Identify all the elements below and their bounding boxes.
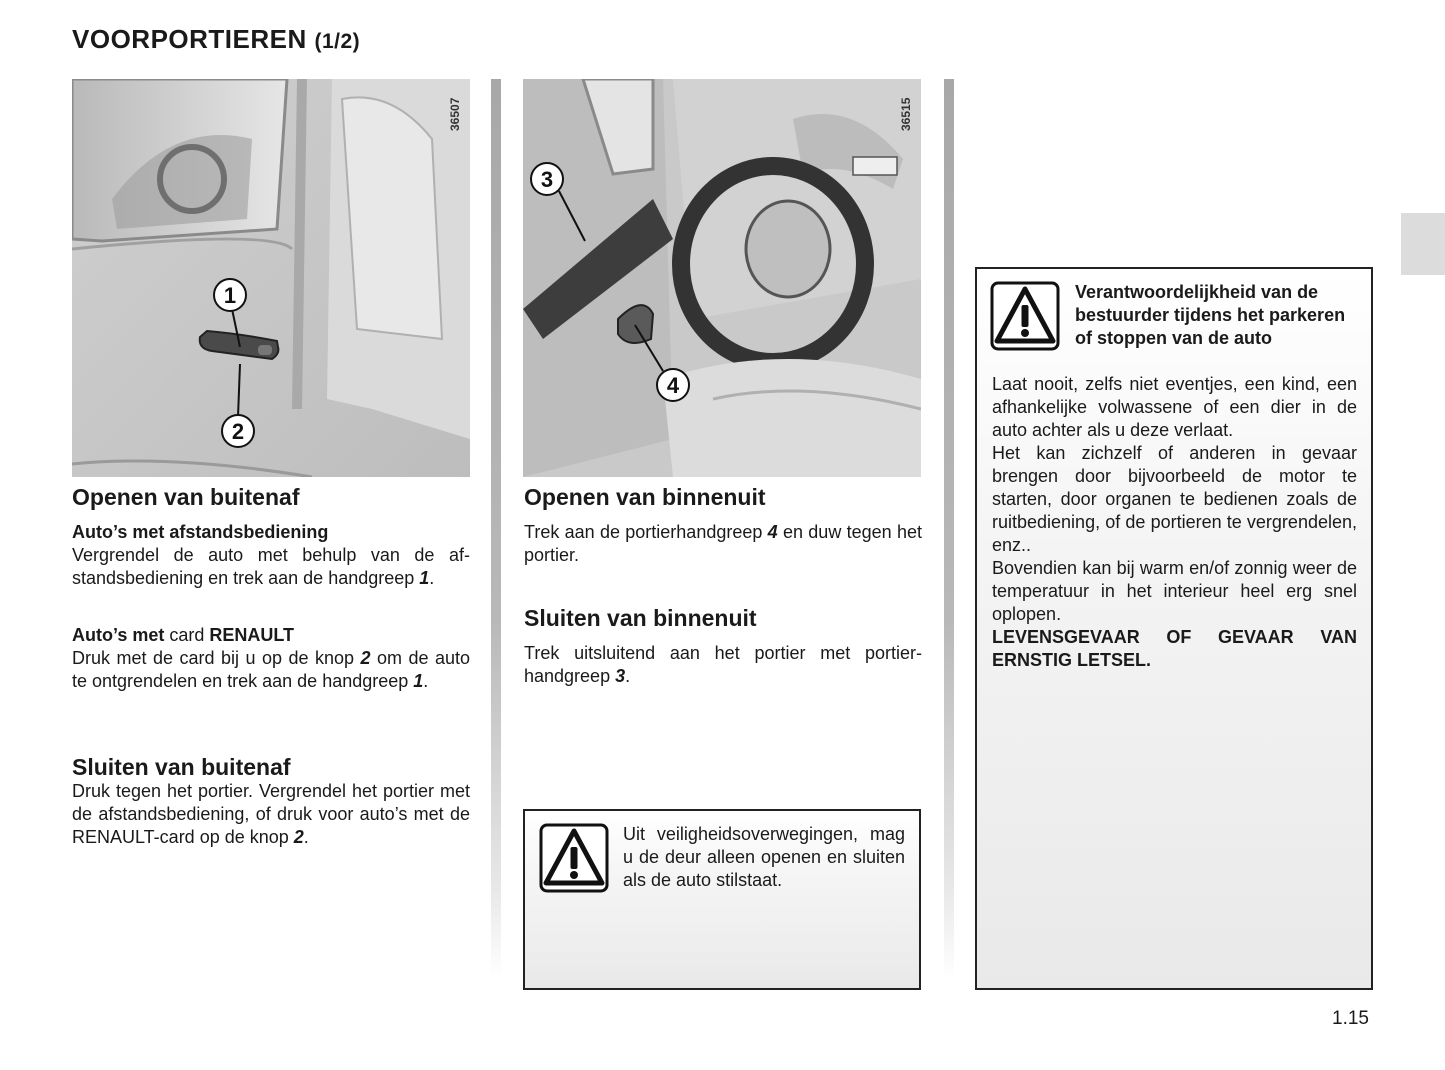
warning-paragraph-2: Het kan zichzelf of anderen in gevaar brengen door bijvoorbeeld de motor te starten, door organen te bedienen zoals de ruitbediening, of de portieren te vergrendelen, enz.. [992, 443, 1357, 555]
warning-box-responsibility [975, 267, 1373, 990]
section-close-inside [524, 642, 922, 688]
warning-text-safety: Uit veiligheidsoverwegingen, mag u de deur alleen openen en sluiten als de auto stilstaat. [623, 824, 905, 890]
heading-close-outside: Sluiten van buitenaf [72, 754, 291, 780]
text-remote: Vergrendel de auto met behulp van de afstandsbediening en trek aan de handgreep 1. [72, 545, 470, 588]
page-title-part: (1/2) [314, 30, 361, 53]
warning-icon [539, 823, 609, 893]
door-outside-illustration [72, 79, 470, 477]
section-card [72, 624, 470, 693]
section-open-inside [524, 521, 922, 567]
text-card: Druk met de card bij u op de knop 2 om de auto te ontgrendelen en trek aan de handgreep 1. [72, 648, 471, 691]
callout-2: 2 [231, 419, 245, 444]
figure-code: 36515 [899, 97, 913, 131]
heading-close-inside: Sluiten van binnenuit [524, 605, 757, 631]
callout-1: 1 [223, 283, 237, 308]
heading-open-outside: Openen van buitenaf [72, 484, 300, 510]
door-inside-illustration [523, 79, 921, 477]
subheading-card: Auto’s met card RENAULT [72, 625, 295, 645]
figure-door-outside [72, 79, 470, 477]
text-open-inside: Trek aan de portierhandgreep 4 en duw tegen het portier. [524, 522, 922, 565]
page-number: 1.15 [1332, 1008, 1369, 1029]
warning-box-safety [523, 809, 921, 990]
warning-paragraph-3: Bovendien kan bij warm en/of zonnig weer de temperatuur in het interieur heel erg snel oplopen. [992, 558, 1357, 624]
callout-3: 3 [540, 167, 554, 192]
page-title-text: VOORPORTIEREN [72, 24, 307, 54]
text-close-inside: Trek uitsluitend aan het portier met portierhandgreep 3. [524, 643, 922, 686]
warning-paragraph-1: Laat nooit, zelfs niet eventjes, een kind, een afhankelijke volwassene of een dier in de auto achter als u deze verlaat. [992, 374, 1357, 440]
warning-title-responsibility: Verantwoordelijkheid van de bestuurder tijdens het parkeren of stoppen van de auto [1075, 282, 1346, 348]
figure-code: 36507 [448, 97, 462, 131]
warning-danger-text: LEVENSGEVAAR OF GEVAAR VAN ERNSTIG LETSEL. [992, 627, 1357, 670]
heading-open-inside: Openen van binnenuit [524, 484, 766, 510]
warning-body-responsibility [992, 373, 1357, 672]
subheading-remote: Auto’s met afstandsbediening [72, 522, 329, 542]
figure-door-inside [523, 79, 921, 477]
column-divider-2 [944, 79, 954, 979]
callout-4: 4 [666, 373, 680, 398]
page-title [72, 24, 360, 55]
warning-icon [990, 281, 1060, 351]
section-remote [72, 521, 470, 590]
section-tab [1401, 213, 1445, 275]
column-divider-1 [491, 79, 501, 979]
section-close-outside [72, 780, 470, 849]
text-close-outside: Druk tegen het portier. Vergrendel het portier met de afstandsbediening, of druk voor auto’s met de RENAULT-card op de knop 2. [72, 781, 470, 847]
